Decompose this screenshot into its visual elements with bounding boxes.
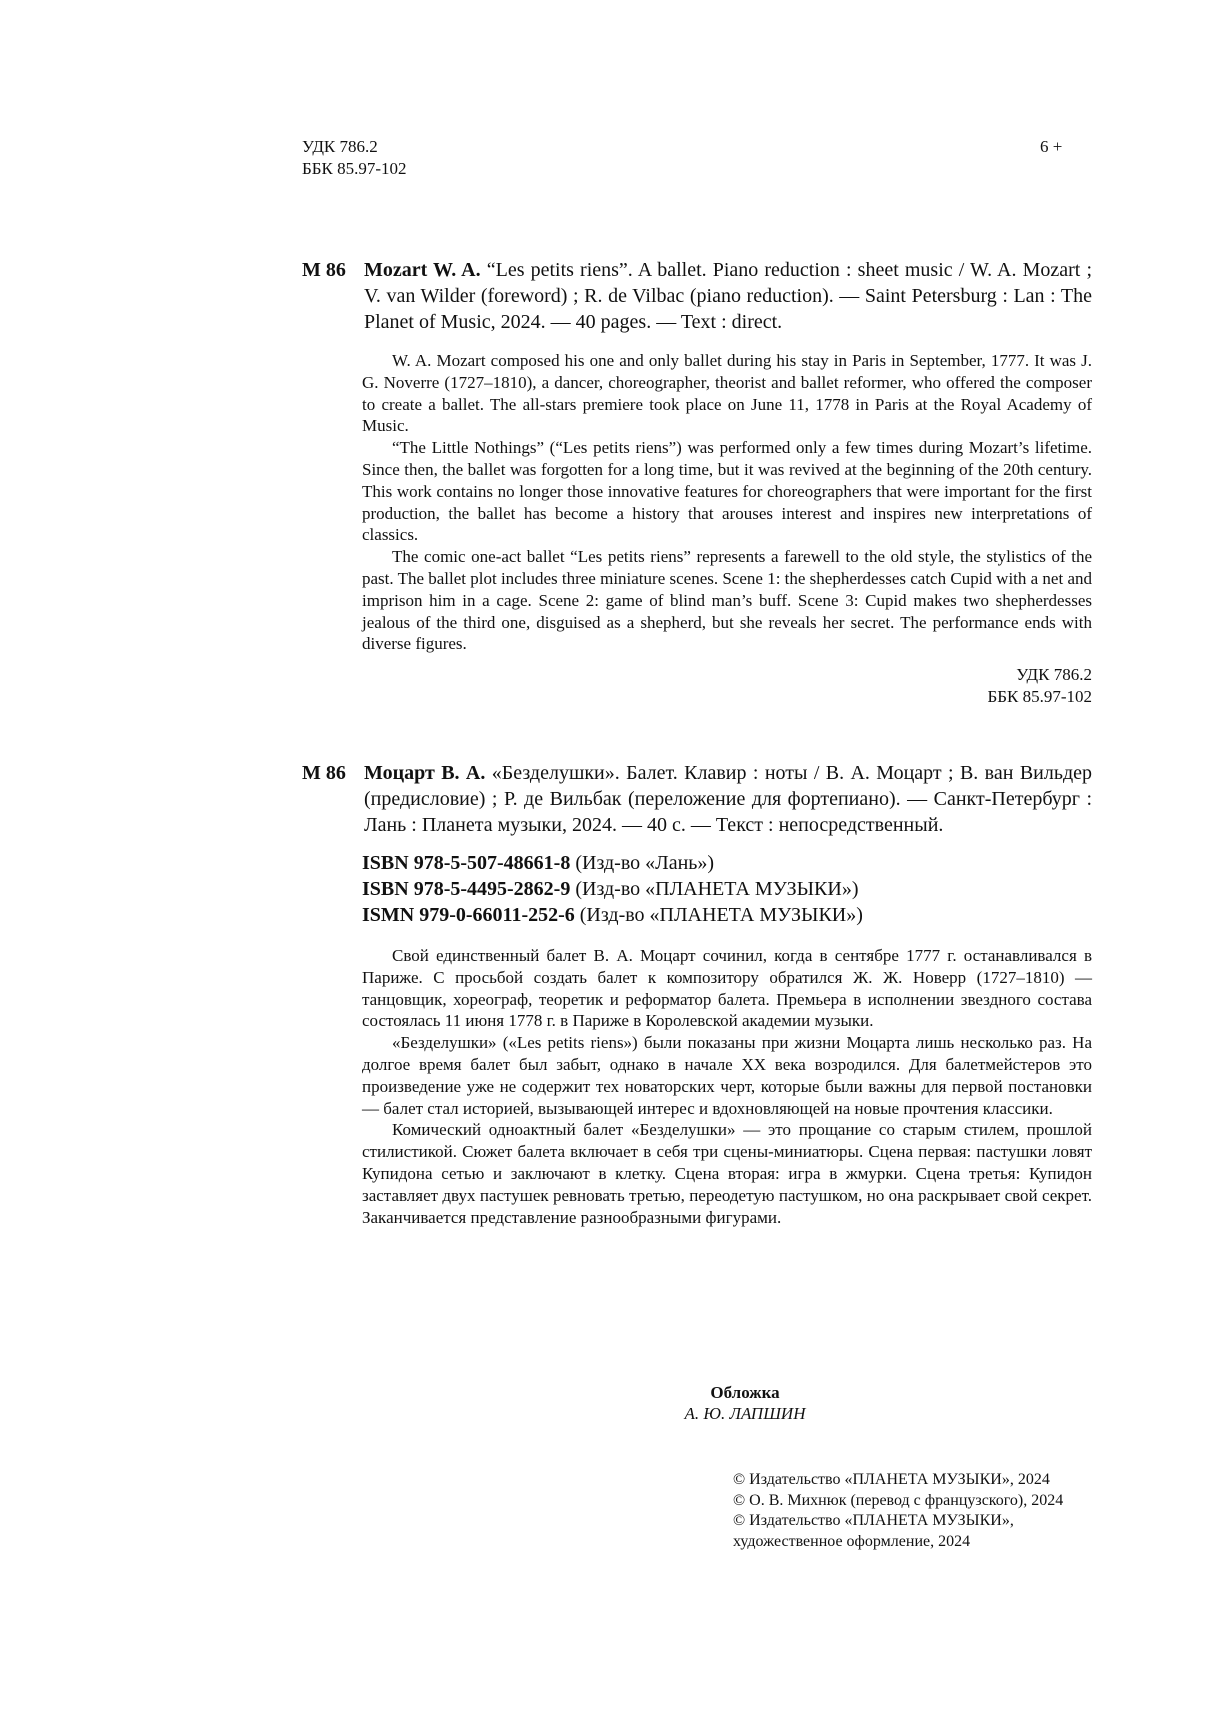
header-classification [302, 136, 407, 180]
russian-entry [302, 760, 1092, 838]
english-citation [364, 257, 1092, 335]
russian-abstract-paragraph: «Безделушки» («Les petits riens») были показаны при жизни Моцарта лишь несколько раз. На долгое время балет был забыт, однако в начале XX века возродился. Для балетмейстеров это произведение уже не содержит тех новаторских черт, которые были важны для первой постановки — балет стал историей, вызывающей интерес и вдохновляющей на новые прочтения классики. [362, 1033, 1092, 1118]
copyright-line: © Издательство «ПЛАНЕТА МУЗЫКИ», [733, 1512, 1014, 1529]
english-citation-text: “Les petits riens”. A ballet. Piano reduction : sheet music / W. A. Mozart ; V. van Wilder (foreword) ; R. de Vilbac (piano reduction). — Saint Petersburg : Lan : The Planet of Music, 2024. — 40 pages. — Text : direct. [364, 259, 1093, 333]
copyright-line: © О. В. Михнюк (перевод с французского), 2024 [733, 1491, 1064, 1509]
russian-abstract-paragraph: Свой единственный балет В. А. Моцарт сочинил, когда в сентябре 1777 г. останавливался в Париже. С просьбой создать балет к композитору обратился Ж. Ж. Новерр (1727–1810) — танцовщик, хореограф, теоретик и реформатор балета. Премьера в исполнении звездного состава состоялась 11 июня 1778 г. в Париже в Королевской академии музыки. [362, 946, 1092, 1031]
cover-designer-name: А. Ю. ЛАПШИН [684, 1404, 806, 1423]
english-author: Mozart W. A. [364, 259, 481, 281]
isbn-publisher: (Изд-во «ПЛАНЕТА МУЗЫКИ») [575, 878, 859, 900]
english-entry [302, 257, 1092, 335]
english-bbk: ББК 85.97-102 [987, 687, 1092, 706]
age-rating: 6 + [1040, 137, 1063, 156]
isbn-number: ISBN 978-5-507-48661-8 [362, 852, 571, 874]
copyright-line: © Издательство «ПЛАНЕТА МУЗЫКИ», 2024 [733, 1471, 1050, 1488]
ismn-line [362, 902, 863, 928]
header-udk: УДК 786.2 [302, 137, 378, 156]
cover-credit [600, 1382, 890, 1424]
russian-citation-text: «Безделушки». Балет. Клавир : ноты / В. А. Моцарт ; В. ван Вильдер (предисловие) ; Р. де Вильбак (переложение для фортепиано). — Санкт-Петербург : Лань : Планета музыки, 2024. — 40 с. — Текст : непосредственный. [364, 762, 1093, 836]
english-abstract-paragraph: “The Little Nothings” (“Les petits riens”) was performed only a few times during Mozart’s lifetime. Since then, the ballet was forgotten for a long time, but it was revived at the beginning of the 20th century. This work contains no longer those innovative features for choreographers that were important for the first production, the ballet has become a history that arouses interest and inspires new interpretations of classics. [362, 438, 1092, 545]
english-abstract-paragraph: The comic one-act ballet “Les petits riens” represents a farewell to the old style, the stylistics of the past. The ballet plot includes three miniature scenes. Scene 1: the shepherdesses catch Cupid with a net and imprison him in a cage. Scene 2: game of blind man’s buff. Scene 3: Cupid makes two shepherdesses jealous of the third one, disguised as a shepherd, but she reveals her secret. The performance ends with diverse figures. [362, 547, 1092, 654]
ismn-number: ISMN 979-0-66011-252-6 [362, 904, 575, 926]
isbn-list [362, 850, 863, 928]
english-abstract-paragraph: W. A. Mozart composed his one and only ballet during his stay in Paris in September, 1777. It was J. G. Noverre (1727–1810), a dancer, choreographer, theorist and ballet reformer, who offered the composer to create a ballet. The all-stars premiere took place on June 11, 1778 in Paris at the Royal Academy of Music. [362, 351, 1092, 436]
english-udk: УДК 786.2 [1016, 665, 1092, 684]
russian-abstract-paragraph: Комический одноактный балет «Безделушки» — это прощание со старым стилем, прошлой стилистикой. Сюжет балета включает в себя три сцены-миниатюры. Сцена первая: пастушки ловят Купидона сетью и заключают в клетку. Сцена вторая: игра в жмурки. Сцена третья: Купидон заставляет двух пастушек ревновать третью, переодетую пастушком, но она раскрывает свой секрет. Заканчивается представление разнообразными фигурами. [362, 1120, 1092, 1227]
cover-label: Обложка [710, 1383, 780, 1402]
copyright-block [733, 1470, 1063, 1552]
russian-entry-code: М 86 [302, 762, 346, 784]
ismn-publisher: (Изд-во «ПЛАНЕТА МУЗЫКИ») [579, 904, 863, 926]
english-entry-code: M 86 [302, 259, 346, 281]
russian-citation [364, 760, 1092, 838]
copyright-line: художественное оформление, 2024 [733, 1532, 971, 1550]
russian-author: Моцарт В. А. [364, 762, 486, 784]
isbn-number: ISBN 978-5-4495-2862-9 [362, 878, 571, 900]
isbn-publisher: (Изд-во «Лань») [575, 852, 715, 874]
english-abstract [362, 350, 1092, 655]
header-bbk: ББК 85.97-102 [302, 159, 407, 178]
russian-abstract [362, 945, 1092, 1228]
isbn-line [362, 850, 863, 876]
isbn-line [362, 876, 863, 902]
english-classification [900, 664, 1092, 708]
